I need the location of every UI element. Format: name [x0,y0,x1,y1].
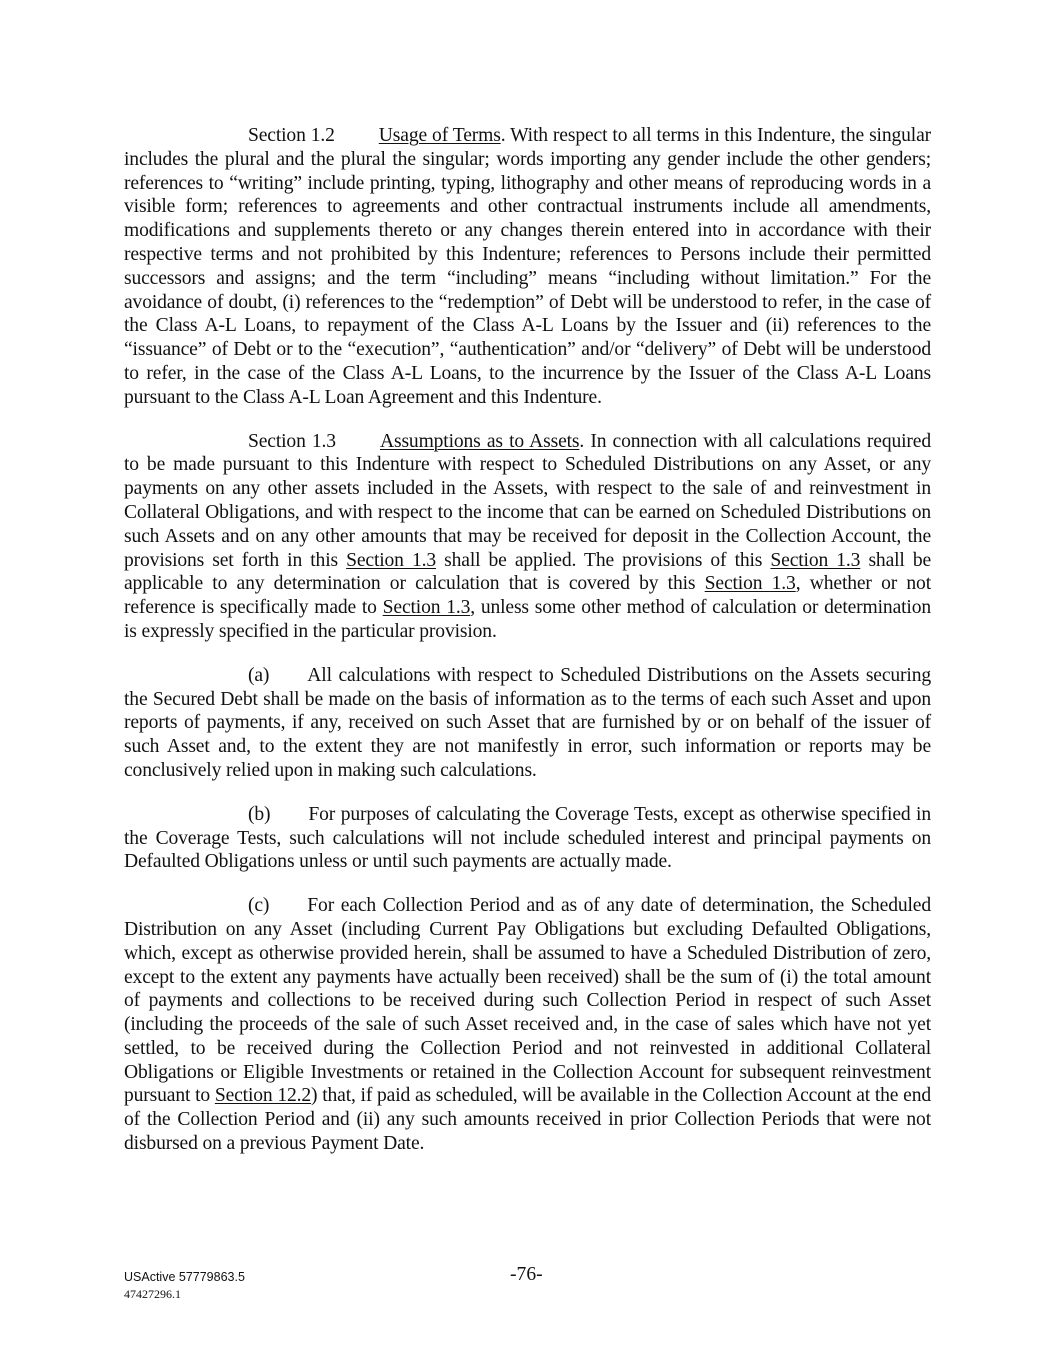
footer-doc-id-secondary: 47427296.1 [124,1287,181,1301]
section-1-2-paragraph [124,124,931,410]
section-body: . In connection with all calculations required to be made pursuant to this Indenture with respect to Scheduled Distributions on any Asset, or any payments on any other assets included in the Assets, with respect to the sale of and reinvestment in Collateral Obligations, and with respect to the income that can be earned on Scheduled Distributions on such Assets and on any other amounts that may be received for deposit in the Collection Account, the provisions set forth in this [124,430,931,571]
subsection-c-paragraph: (c) For each Collection Period and as of any date of determination, the Scheduled Distribution on any Asset (including Current Pay Obligations but excluding Defaulted Obligations, which, except as otherwise provided herein, shall be assumed to have a Scheduled Distribution of zero, except to the extent any payments have actually been received) shall be the sum of (i) the total amount of payments and collections to be received during such Collection Period in respect of such Asset (including the proceeds of the sale of such Asset received and, in the case of sales which have not yet settled, to be received during the Collection Period and not reinvested in additional Collateral Obligations or Eligible Investments or retained in the Collection Account for subsequent reinvestment pursuant to Section 12.2) that, if paid as scheduled, will be available in the Collection Account at the end of the Collection Period and (ii) any such amounts received in prior Collection Periods that were not disbursed on a previous Payment Date. [124,895,931,1155]
section-number: Section 1.3 [248,430,336,452]
subsection-body: All calculations with respect to Scheduled Distributions on the Assets securing the Secured Debt shall be made on the basis of information as to the terms of each such Asset and upon reports of payments, if any, received on such Asset that are furnished by or on behalf of the issuer of such Asset and, to the extent they are not manifestly in error, such information or reports may be conclusively relied upon in making such calculations. [124,664,931,781]
cross-reference-link[interactable]: Section 1.3 [770,549,861,571]
page-number: -76- [510,1264,543,1285]
cross-reference-link[interactable]: Section 12.2 [214,1085,312,1107]
document-page [124,124,931,1156]
subsection-body: For each Collection Period and as of any date of determination, the Scheduled Distribution on any Asset (including Current Pay Obligations but excluding Defaulted Obligations, which, except as otherwise provided herein, shall be assumed to have a Scheduled Distribution of zero, except to the extent any payments have actually been received) shall be the sum of (i) the total amount of payments and collections to be received during such Collection Period in respect of such Asset (including the proceeds of the sale of such Asset received and, in the case of sales which have not yet settled, to be received during the Collection Period and not reinvested in additional Collateral Obligations or Eligible Investments or retained in the Collection Account for subsequent reinvestment pursuant to [124,895,931,1107]
cross-reference-link[interactable]: Section 1.3 [382,597,471,619]
subsection-b-paragraph [124,803,931,874]
footer-doc-id: USActive 57779863.5 [124,1270,245,1284]
subsection-label: (b) [248,803,271,825]
subsection-label: (a) [248,664,270,686]
cross-reference-link[interactable]: Section 1.3 [704,573,796,595]
cross-reference-link[interactable]: Section 1.3 [346,549,437,571]
section-heading: Assumptions as to Assets [379,430,580,452]
subsection-a-paragraph [124,664,931,783]
section-heading: Usage of Terms [378,125,501,146]
section-number: Section 1.2 [248,125,335,146]
subsection-label: (c) [248,895,270,917]
subsection-body: For purposes of calculating the Coverage Tests, except as otherwise specified in the Coverage Tests, such calculations will not include scheduled interest and principal payments on Defaulted Obligations unless or until such payments are actually made. [124,803,931,873]
section-1-3-paragraph: Section 1.3 Assumptions as to Assets. In connection with all calculations required to be made pursuant to this Indenture with respect to Scheduled Distributions on any Asset, or any payments on any other assets included in the Assets, with respect to the sale of and reinvestment in Collateral Obligations, and with respect to the income that can be earned on Scheduled Distributions on such Assets and on any other amounts that may be received for deposit in the Collection Account, the provisions set forth in this Section 1.3 shall be applied. The provisions of this Section 1.3 shall be applicable to any determination or calculation that is covered by this Section 1.3, whether or not reference is specifically made to Section 1.3, unless some other method of calculation or determination is expressly specified in the particular provision. [124,430,932,642]
section-body: . With respect to all terms in this Indenture, the singular includes the plural and the plural the singular; words importing any gender include the other genders; references to “writing” include printing, typing, lithography and other means of reproducing words in a visible form; references to agreements and other contractual instruments include all amendments, modifications and supplements thereto or any changes therein entered into in accordance with their respective terms and not prohibited by this Indenture; references to Persons include their permitted successors and assigns; and the term “including” means “including without limitation.” For the avoidance of doubt, (i) references to the “redemption” of Debt will be understood to refer, in the case of the Class A-L Loans, to repayment of the Class A-L Loans by the Issuer and (ii) references to the “issuance” of Debt or to the “execution”, “authentication” and/or “delivery” of Debt will be understood to refer, in the case of the Class A-L Loans, to the incurrence by the Issuer of the Class A-L Loans pursuant to the Class A-L Loan Agreement and this Indenture. [124,125,931,408]
